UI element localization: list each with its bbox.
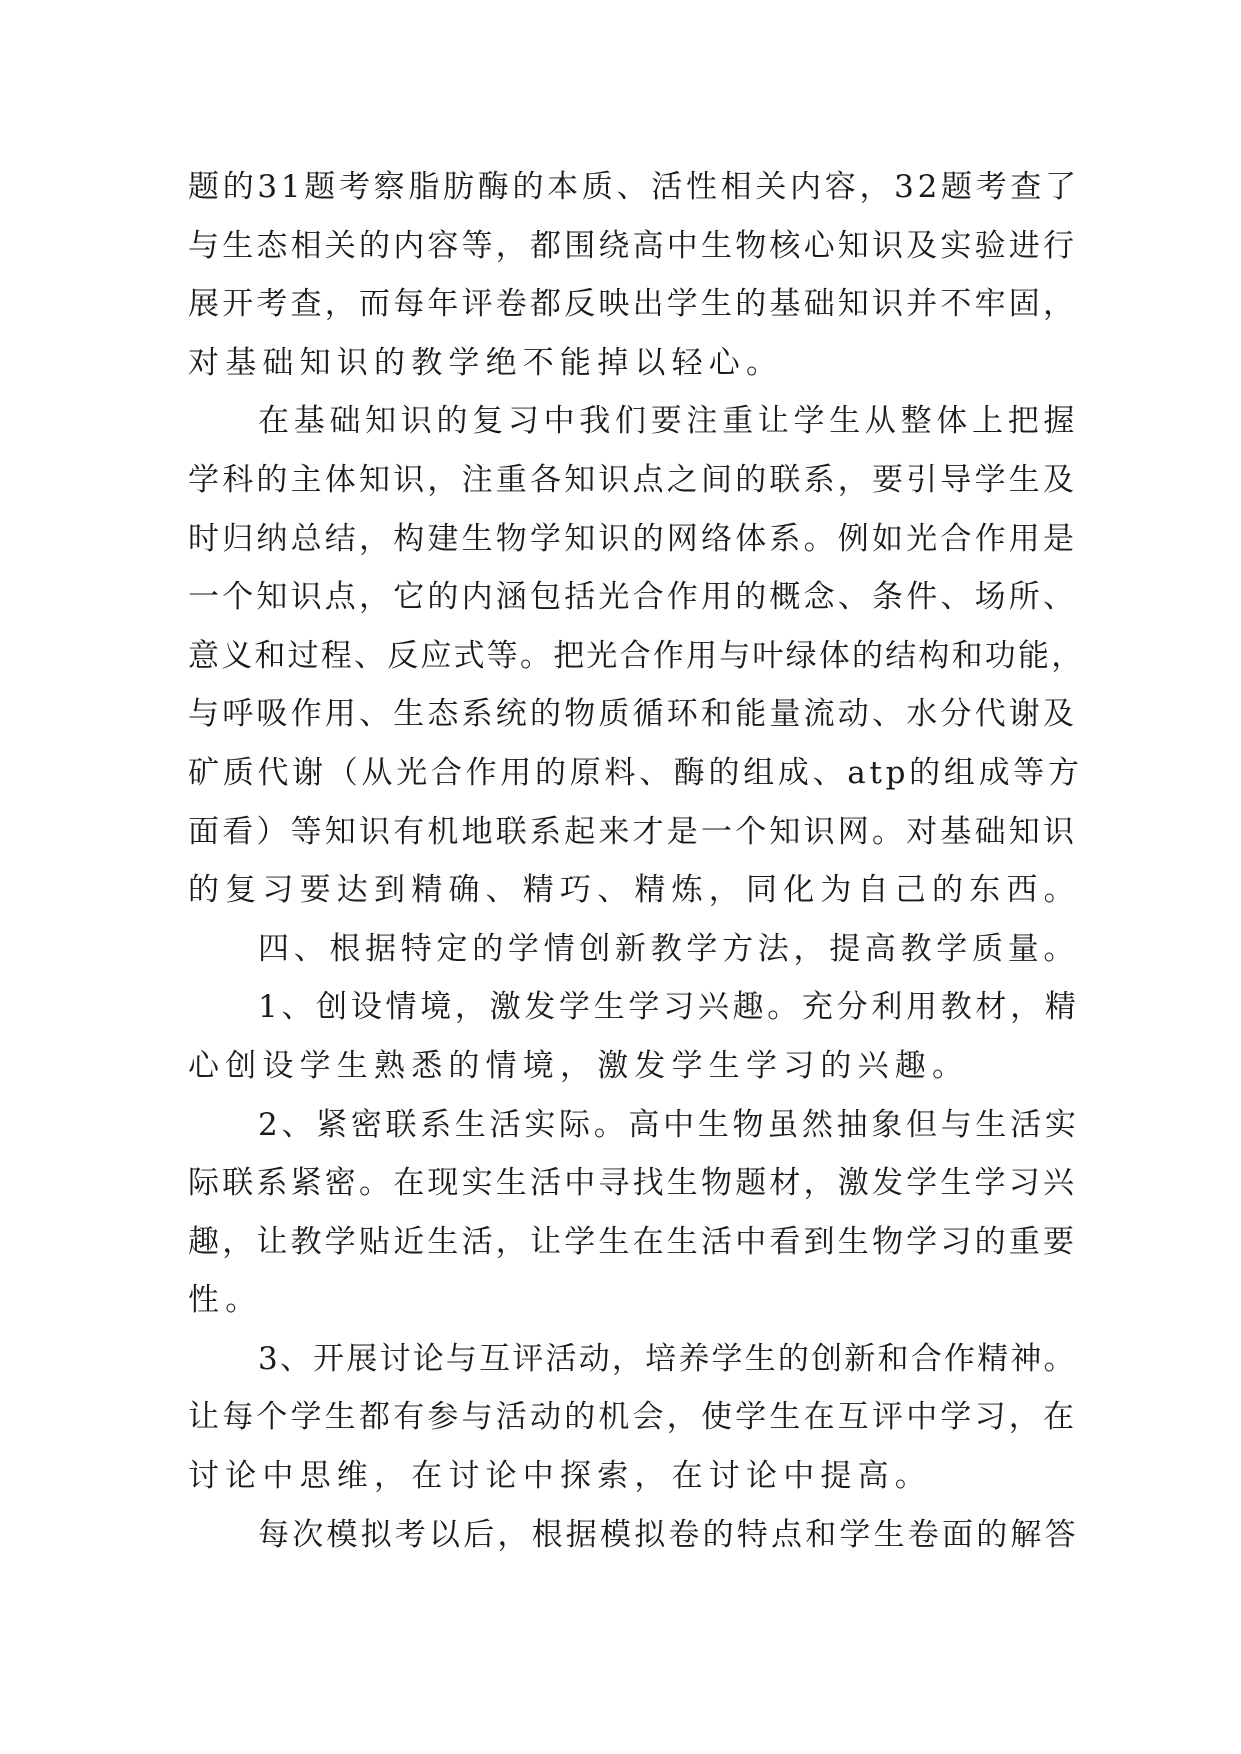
text-line: 时归纳总结，构建生物学知识的网络体系。例如光合作用是 (188, 520, 1078, 557)
body-text (188, 158, 1085, 1564)
text-line: 的复习要达到精确、精巧、精炼，同化为自己的东西。 (188, 872, 1081, 909)
text-line: 面看）等知识有机地联系起来才是一个知识网。对基础知识 (188, 813, 1078, 850)
text-line: 展开考查，而每年评卷都反映出学生的基础知识并不牢固， (188, 286, 1078, 323)
paragraph-first-line: 每次模拟考以后，根据模拟卷的特点和学生卷面的解答 (258, 1516, 1079, 1553)
text-line: 一个知识点，它的内涵包括光合作用的概念、条件、场所、 (188, 579, 1078, 616)
paragraph-first-line: 四、根据特定的学情创新教学方法，提高教学质量。 (258, 930, 1080, 967)
text-line: 讨论中思维，在讨论中探索，在讨论中提高。 (188, 1458, 932, 1495)
text-line: 际联系紧密。在现实生活中寻找生物题材，激发学生学习兴 (188, 1165, 1078, 1202)
paragraph-first-line: 2、紧密联系生活实际。高中生物虽然抽象但与生活实 (258, 1106, 1080, 1143)
text-line: 学科的主体知识，注重各知识点之间的联系，要引导学生及 (188, 461, 1078, 498)
text-line: 矿质代谢（从光合作用的原料、酶的组成、atp的组成等方 (188, 754, 1083, 791)
paragraph-first-line: 在基础知识的复习中我们要注重让学生从整体上把握 (258, 403, 1080, 440)
text-line: 让每个学生都有参与活动的机会，使学生在互评中学习，在 (188, 1399, 1078, 1436)
text-line: 对基础知识的教学绝不能掉以轻心。 (188, 344, 784, 381)
text-line: 与生态相关的内容等，都围绕高中生物核心知识及实验进行 (188, 227, 1078, 264)
text-line: 题的31题考察脂肪酶的本质、活性相关内容，32题考查了 (188, 169, 1080, 205)
text-line: 趣，让教学贴近生活，让学生在生活中看到生物学习的重要 (188, 1223, 1078, 1260)
text-line: 与呼吸作用、生态系统的物质循环和能量流动、水分代谢及 (188, 696, 1078, 733)
text-line: 意义和过程、反应式等。把光合作用与叶绿体的结构和功能， (188, 637, 1085, 674)
paragraph-first-line: 3、开展讨论与互评活动，培养学生的创新和合作精神。 (258, 1340, 1077, 1377)
text-line: 性。 (188, 1282, 263, 1319)
text-line: 心创设学生熟悉的情境，激发学生学习的兴趣。 (188, 1047, 970, 1084)
paragraph-first-line: 1、创设情境，激发学生学习兴趣。充分利用教材，精 (258, 989, 1080, 1026)
